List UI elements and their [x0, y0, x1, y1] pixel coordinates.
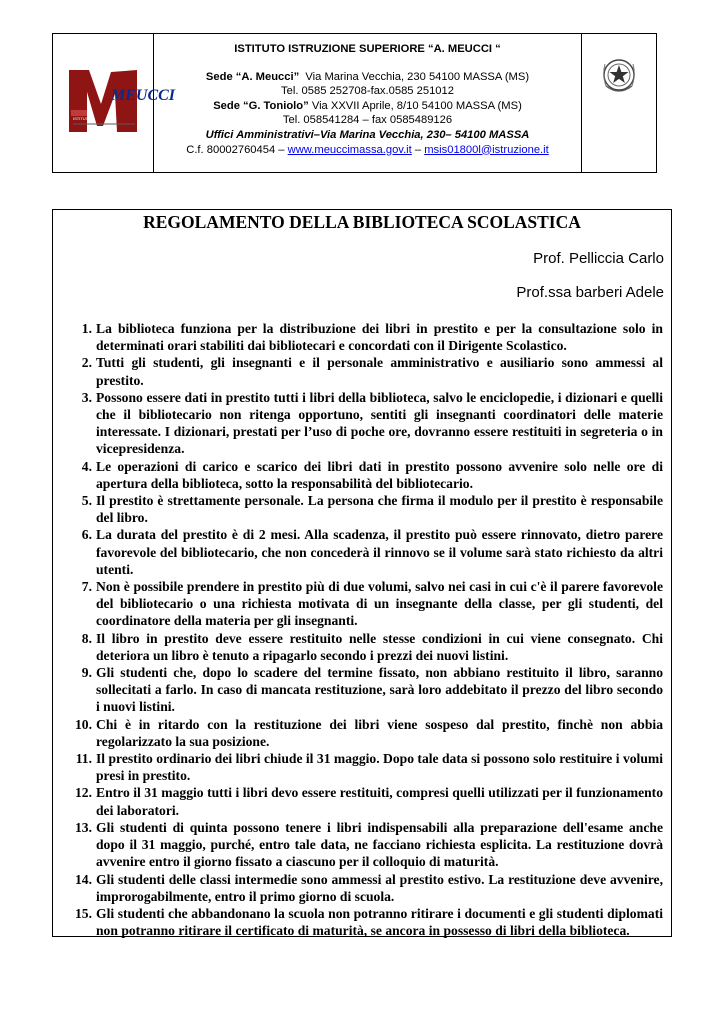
- rule-text: Il prestito è strettamente personale. La persona che firma il modulo per il prestito è responsabile del libro.: [96, 493, 663, 526]
- rule-number: 11.: [75, 751, 92, 767]
- rule-text: Gli studenti delle classi intermedie sono ammessi al prestito estivo. La restituzione deve avvenire, improrogabilmente, entro il primo giorno di scuola.: [96, 871, 663, 904]
- sede1-address: Via Marina Vecchia, 230 54100 MASSA (MS): [305, 70, 530, 83]
- website-link[interactable]: www.meuccimassa.gov.it: [287, 143, 412, 156]
- institute-name: ISTITUTO ISTRUZIONE SUPERIORE “A. MEUCCI “: [234, 43, 501, 55]
- sede2-name: Sede “G. Toniolo”: [213, 99, 309, 112]
- rule-text: Chi è in ritardo con la restituzione dei libri viene sospeso dal prestito, finchè non abbia regolarizzato la sua posizione.: [96, 716, 663, 749]
- rule-item: [61, 750, 663, 784]
- rule-text: Non è possibile prendere in prestito più di due volumi, salvo nei casi in cui c'è il parere favorevole del bibliotecario o una richiesta motivata di un insegnante della classe, per gli studenti, del coordinatore della materia per gli insegnanti.: [96, 579, 663, 629]
- rule-number: 2.: [81, 355, 92, 371]
- meucci-logo: [53, 34, 176, 172]
- rule-text: Le operazioni di carico e scarico dei libri dati in prestito possono avvenire solo nelle ore di apertura della biblioteca, sotto la responsabilità del bibliotecario.: [96, 458, 663, 491]
- rule-item: [61, 784, 663, 818]
- tax-code: C.f. 80002760454 –: [186, 143, 285, 156]
- rule-number: 14.: [75, 871, 92, 887]
- school-logo-cell: [53, 34, 176, 172]
- rule-number: 10.: [75, 716, 92, 732]
- rule-text: Tutti gli studenti, gli insegnanti e il personale amministrativo e ausiliario sono ammessi al prestito.: [96, 355, 663, 388]
- rule-number: 4.: [81, 458, 92, 474]
- rule-text: Gli studenti che abbandonano la scuola non potranno ritirare i documenti e gli studenti diplomati non potranno ritirare il certificato di maturità, se ancora in possesso di libri della biblioteca.: [96, 905, 663, 939]
- rule-item: [61, 458, 663, 492]
- sede1-line: [154, 70, 581, 85]
- rule-text: Gli studenti che, dopo lo scadere del termine fissato, non abbiano restituito il libro, saranno sollecitati a farlo. In caso di mancata restituzione, sarà loro addebitato il prezzo del libro secondo i nuovi listini.: [96, 665, 663, 715]
- email-link[interactable]: msis01800l@istruzione.it: [424, 143, 549, 156]
- rule-text: Entro il 31 maggio tutti i libri devo essere restituiti, compresi quelli utilizzati per il funzionamento dei laboratori.: [96, 785, 663, 818]
- rule-item: [61, 664, 663, 716]
- letterhead: [52, 33, 657, 173]
- letterhead-text: [154, 42, 581, 157]
- rule-number: 6.: [81, 527, 92, 543]
- rule-number: 8.: [81, 630, 92, 646]
- rule-number: 15.: [75, 905, 92, 921]
- sede2-phone: Tel. 058541284 – fax 0585489126: [282, 114, 453, 127]
- document-title: REGOLAMENTO DELLA BIBLIOTECA SCOLASTICA: [143, 212, 581, 232]
- logo-wordmark: MEUCCI: [111, 87, 176, 104]
- regulation-box: [52, 209, 672, 937]
- rule-number: 12.: [75, 785, 92, 801]
- author-barberi: Prof.ssa barberi Adele: [516, 284, 664, 301]
- contacts-separator: –: [414, 143, 422, 156]
- svg-text:ISTITUTO: ISTITUTO: [73, 116, 92, 121]
- rule-item: [61, 578, 663, 630]
- rule-item: [61, 630, 663, 664]
- rule-text: Il prestito ordinario dei libri chiude il 31 maggio. Dopo tale data si possono solo restituire i volumi presi in prestito.: [96, 751, 663, 784]
- author-pelliccia: Prof. Pelliccia Carlo: [533, 250, 664, 267]
- rule-text: Possono essere dati in prestito tutti i libri della biblioteca, salvo le enciclopedie, i dizionari e quelli che il bibliotecario non ritenga opportuno, sentiti gli insegnanti coordinatori delle materie interessate. I dizionari, prestati per l’uso di poche ore, dovranno essere restituiti in segreteria o in vicepresidenza.: [96, 389, 663, 457]
- rule-text: Gli studenti di quinta possono tenere i libri indispensabili alla preparazione dell'esame anche dopo il 31 maggio, purché, entro tale data, ne facciano richiesta esplicita. La restituzione dovrà avvenire entro il giorno fissato a ciascuno per il colloquio di maturità.: [96, 819, 663, 870]
- sede1-name: Sede “A. Meucci”: [205, 70, 300, 83]
- rule-number: 5.: [81, 493, 92, 509]
- sede2-line: [154, 99, 581, 114]
- rule-item: [61, 389, 663, 458]
- republic-emblem-icon: [582, 34, 656, 172]
- rule-number: 3.: [81, 389, 92, 405]
- rule-item: [61, 320, 663, 354]
- rule-item: [61, 871, 663, 905]
- sede2-address: Via XXVII Aprile, 8/10 54100 MASSA (MS): [311, 99, 522, 112]
- rule-item: [61, 819, 663, 871]
- rule-text: La durata del prestito è di 2 mesi. Alla scadenza, il prestito può essere rinnovato, dietro parere favorevole del bibliotecario, che non concederà il rinnovo se il volume sarà stato richiesto da altri utenti.: [96, 527, 663, 577]
- rule-item: [61, 905, 663, 939]
- rule-item: [61, 716, 663, 750]
- rule-text: Il libro in prestito deve essere restituito nelle stesse condizioni in cui viene consegnato. Chi deteriora un libro è tenuto a ripagarlo secondo i prezzi dei nuovi listini.: [96, 630, 663, 663]
- rule-number: 1.: [81, 321, 92, 336]
- emblem-cell: [581, 34, 656, 172]
- admin-offices: Uffici Amministrativi–Via Marina Vecchia, 230– 54100 MASSA: [205, 128, 530, 141]
- rule-item: [61, 492, 663, 526]
- rule-number: 13.: [75, 819, 92, 835]
- rule-text: La biblioteca funziona per la distribuzione dei libri in prestito e per la consultazione solo in determinati orari stabiliti dai bibliotecari e concordati con il Dirigente Scolastico.: [96, 321, 663, 354]
- rule-number: 9.: [81, 665, 92, 681]
- rule-item: [61, 526, 663, 578]
- rule-number: 7.: [81, 579, 92, 595]
- contacts-line: [154, 143, 581, 158]
- rules-list: [61, 320, 663, 939]
- sede1-phone: Tel. 0585 252708-fax.0585 251012: [281, 85, 454, 98]
- rule-item: [61, 354, 663, 388]
